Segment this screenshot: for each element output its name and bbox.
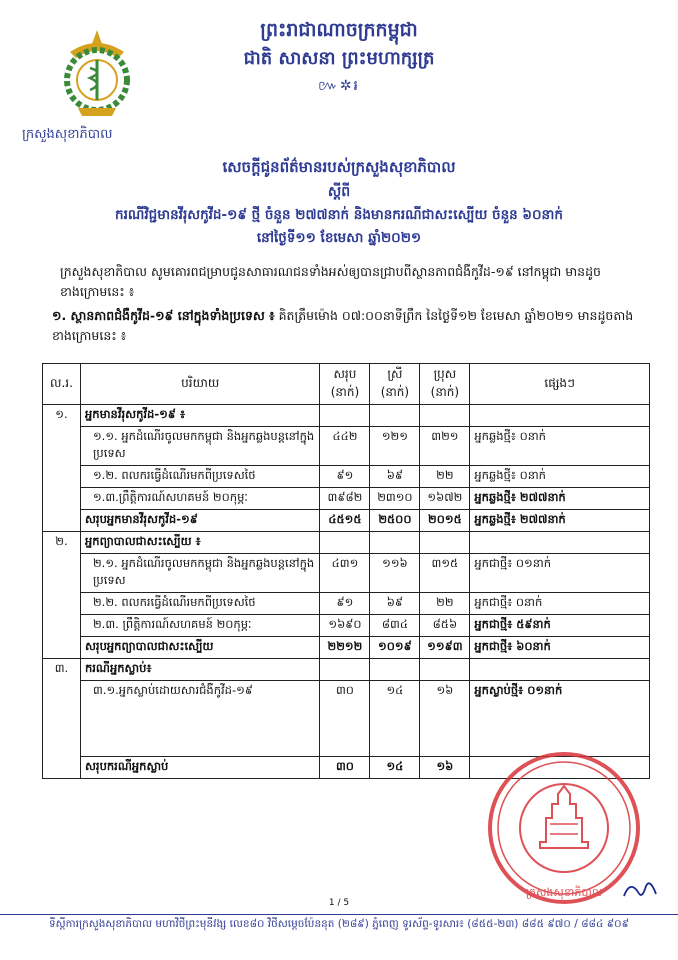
sum-desc: សរុបករណីអ្នកស្លាប់ xyxy=(80,757,319,779)
ministry-name: ក្រសួងសុខាភិបាល xyxy=(22,127,113,142)
table-sum-row xyxy=(43,510,650,532)
table-row xyxy=(43,554,650,593)
footer-address: ទីស្ដីការក្រសួងសុខាភិបាល មហាវិថីព្រះមុនីវង្ស លេខ៨០ វិថីសម្ដេចប៉ែននុត (២៨៩) ភ្នំពេញ ទូរស័ព្ទ-ទូរសារ៖ (៨៥៥-២៣) ៨៨៥ ៩៧០ / ៨៨៤ ៩០៩ xyxy=(0,914,678,933)
sum-other: អ្នកឆ្លងថ្មី៖ ២៧៧នាក់ xyxy=(470,510,650,532)
sum-male: ១៦ xyxy=(420,757,470,779)
row-desc: ៣.១.អ្នកស្លាប់ដោយសារជំងឺកូវីដ-១៩ xyxy=(80,681,319,757)
row-male: ១៦ xyxy=(420,681,470,757)
sum-total: ៤៥១៥ xyxy=(320,510,370,532)
row-female: ៦៩ xyxy=(370,466,420,488)
intro-paragraph: ក្រសួងសុខាភិបាល សូមគោរពជម្រាបជូនសាធារណជនទាំងអស់ឲ្យបានជ្រាបពីស្ថានភាពជំងឺកូវីដ-១៩ នៅកម្ពុជា មានដូចខាងក្រោមនេះ ៖ xyxy=(60,264,601,299)
doc-title: សេចក្ដីជូនព័ត៌មានរបស់ក្រសួងសុខាភិបាល xyxy=(222,158,456,176)
sum-female: ១៤ xyxy=(370,757,420,779)
covid-table xyxy=(42,363,650,779)
sum-desc: សរុបអ្នកព្យាបាលជាសះស្បើយ xyxy=(80,637,319,659)
row-total: ៩១ xyxy=(320,466,370,488)
section-paragraph xyxy=(52,306,642,346)
table-row xyxy=(43,405,650,427)
row-total: ៣៩៨២ xyxy=(320,488,370,510)
row-total: ៣០ xyxy=(320,681,370,757)
header-total: សរុប (នាក់) xyxy=(320,364,370,405)
header-female: ស្រី (នាក់) xyxy=(370,364,420,405)
kingdom-title: ព្រះរាជាណាចក្រកម្ពុជា xyxy=(260,19,418,41)
header-other: ផ្សេងៗ xyxy=(470,364,650,405)
row-other: អ្នកជាថ្មី៖ ០នាក់ xyxy=(470,593,650,615)
kingdom-motto: ជាតិ សាសនា ព្រះមហាក្សត្រ xyxy=(243,48,435,69)
row-desc: ១.២. ពលករធ្វើដំណើរមកពីប្រទេសថៃ xyxy=(80,466,319,488)
sum-female: ២៥០០ xyxy=(370,510,420,532)
table-row xyxy=(43,593,650,615)
sum-desc: សរុបអ្នកមានវីរុសកូវីដ-១៩ xyxy=(80,510,319,532)
table-row xyxy=(43,488,650,510)
row-female: ២៣១០ xyxy=(370,488,420,510)
row-male: ២២ xyxy=(420,593,470,615)
table-row xyxy=(43,466,650,488)
row-other: អ្នកឆ្លងថ្មី៖ ០នាក់ xyxy=(470,466,650,488)
table-row xyxy=(43,615,650,637)
group-title: ករណីអ្នកស្លាប់៖ xyxy=(80,659,319,681)
row-female: ៨៣៤ xyxy=(370,615,420,637)
table-row xyxy=(43,681,650,757)
row-male: ៣២១ xyxy=(420,427,470,466)
row-male: ៨៥៦ xyxy=(420,615,470,637)
table-row xyxy=(43,532,650,554)
sum-male: ២០១៥ xyxy=(420,510,470,532)
group-number: ២. xyxy=(43,532,81,659)
row-desc: ២.២. ពលករធ្វើដំណើរមកពីប្រទេសថៃ xyxy=(80,593,319,615)
sum-other: អ្នកជាថ្មី៖ ៦០នាក់ xyxy=(470,637,650,659)
row-female: ១៤ xyxy=(370,681,420,757)
sum-female: ១០១៩ xyxy=(370,637,420,659)
doc-subject: ករណីវិជ្ជមានវីរុសកូវីដ-១៩ ថ្មី ចំនួន ២៧៧នាក់ និងមានករណីជាសះស្បើយ ចំនួន ៦០នាក់ xyxy=(115,207,563,223)
header-no: ល.រ. xyxy=(43,364,81,405)
row-male: ៣១៥ xyxy=(420,554,470,593)
row-male: ១៦៧២ xyxy=(420,488,470,510)
row-male: ២២ xyxy=(420,466,470,488)
row-total: ៤៤២ xyxy=(320,427,370,466)
doc-date: នៅថ្ងៃទី១១ ខែមេសា ឆ្នាំ២០២១ xyxy=(256,230,422,246)
table-sum-row xyxy=(43,637,650,659)
group-title: អ្នកព្យាបាលជាសះស្បើយ ៖ xyxy=(80,532,319,554)
row-desc: ២.៣. ព្រឹត្តិការណ៍សហគមន៍ ២០កុម្ភៈ xyxy=(80,615,319,637)
row-desc: ២.១. អ្នកដំណើរចូលមកកម្ពុជា និងអ្នកឆ្លងបន្តនៅក្នុងប្រទេស xyxy=(80,554,319,593)
group-title: អ្នកមានវីរុសកូវីដ-១៩ ៖ xyxy=(80,405,319,427)
row-other: អ្នកឆ្លងថ្មី៖ ០នាក់ xyxy=(470,427,650,466)
section-heading: ១. ស្ថានភាពជំងឺកូវីដ-១៩ នៅក្នុងទាំងប្រទេស ៖ xyxy=(52,308,275,323)
row-female: ១១៦ xyxy=(370,554,420,593)
row-desc: ១.៣.ព្រឹត្តិការណ៍សហគមន៍ ២០កុម្ភៈ xyxy=(80,488,319,510)
section-text: គិតត្រឹមម៉ោង ០៧:០០នាទីព្រឹក នៃថ្ងៃទី១២ ខែមេសា ឆ្នាំ២០២១ មានដូចតាងខាងក្រោមនេះ ៖ xyxy=(52,308,634,343)
table-row xyxy=(43,427,650,466)
stamp-text: ក្រសួងសុខាភិបាល xyxy=(525,886,603,899)
table-header-row xyxy=(43,364,650,405)
header-male: ប្រុស (នាក់) xyxy=(420,364,470,405)
row-total: ៤៣១ xyxy=(320,554,370,593)
doc-subject-label: ស្ដីពី xyxy=(327,184,351,200)
row-other: អ្នកឆ្លងថ្មី៖ ២៧៧នាក់ xyxy=(470,488,650,510)
row-other: អ្នកស្លាប់ថ្មី៖ ០១នាក់ xyxy=(470,681,650,757)
ornament: ៚✲៛ xyxy=(318,78,360,94)
row-total: ១៦៩០ xyxy=(320,615,370,637)
row-female: ៦៩ xyxy=(370,593,420,615)
sum-total: ៣០ xyxy=(320,757,370,779)
sum-male: ១១៩៣ xyxy=(420,637,470,659)
row-other: អ្នកជាថ្មី៖ ០១នាក់ xyxy=(470,554,650,593)
row-total: ៩១ xyxy=(320,593,370,615)
table-row xyxy=(43,659,650,681)
group-number: ១. xyxy=(43,405,81,532)
row-desc: ១.១. អ្នកដំណើរចូលមកកម្ពុជា និងអ្នកឆ្លងបន្តនៅក្នុងប្រទេស xyxy=(80,427,319,466)
row-other: អ្នកជាថ្មី៖ ៥៩នាក់ xyxy=(470,615,650,637)
row-female: ១២១ xyxy=(370,427,420,466)
header-desc: បរិយាយ xyxy=(80,364,319,405)
group-number: ៣. xyxy=(43,659,81,779)
sum-total: ២២១២ xyxy=(320,637,370,659)
page-number: 1 / 5 xyxy=(328,898,350,908)
